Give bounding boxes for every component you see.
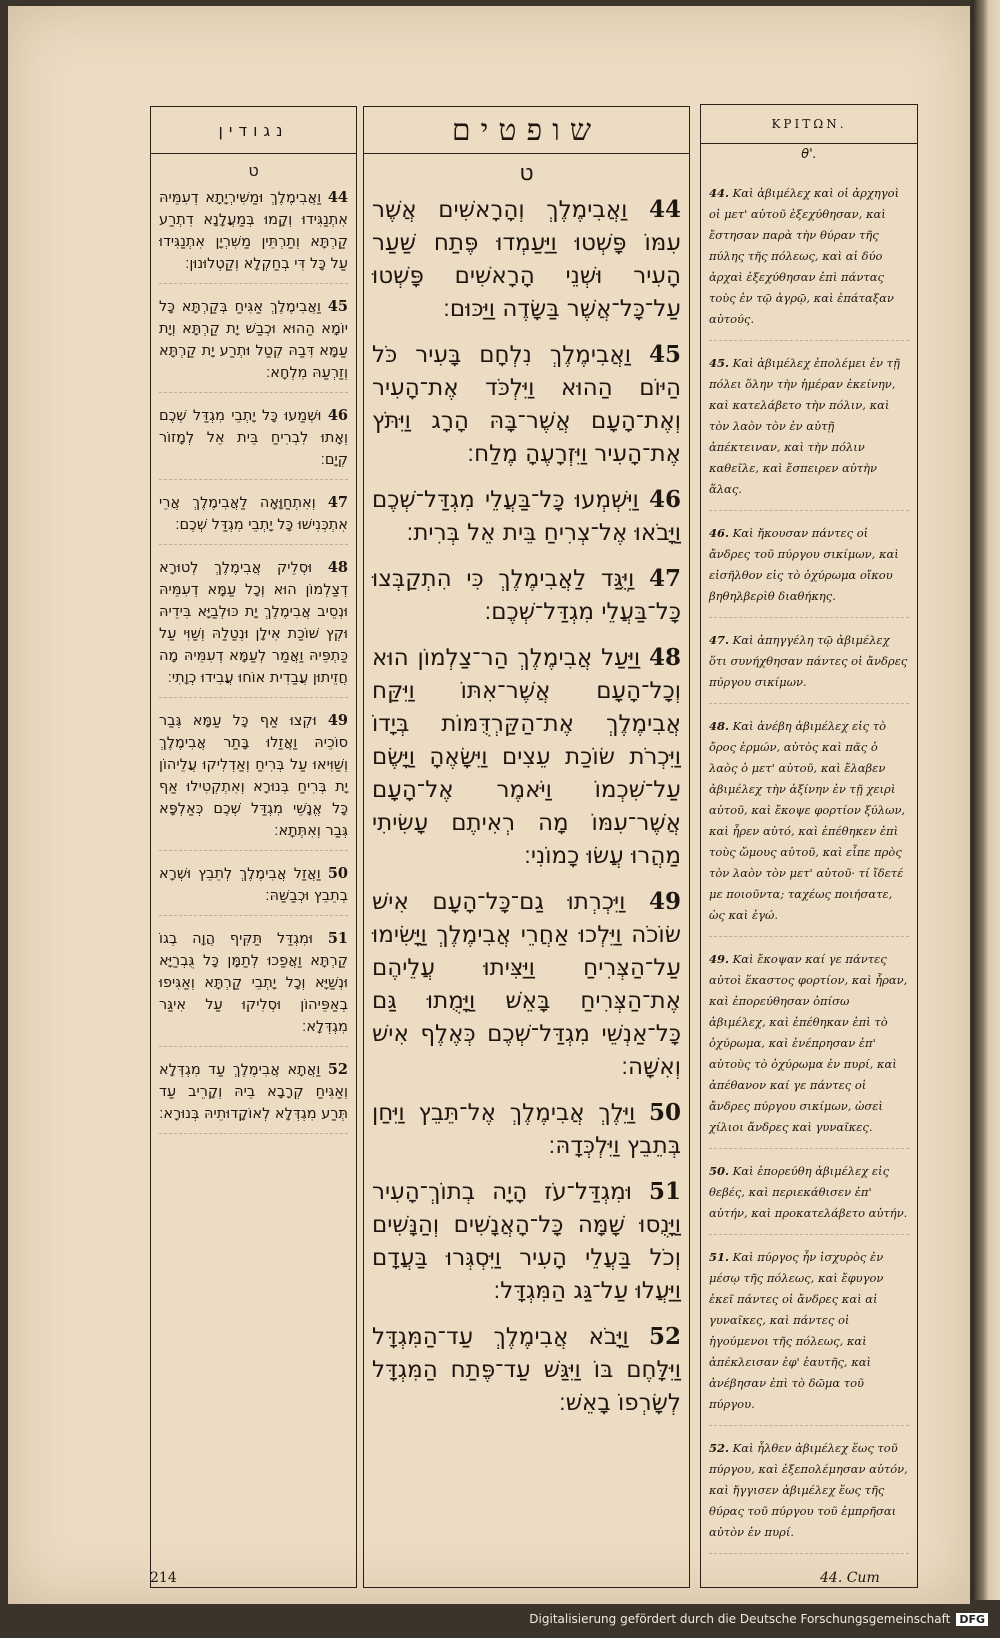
verse-text: וּסְלֵיק אֲבִימֶלֶךְ לְטוּרָא דְצַלְמוֹן הוּא וְכָל עַמָּא דְעִמֵּיהּ וּנְסֵיב אֲבִימֶלֶךְ יָת כּוּלְבַיָּא בִּידֵיהּ וּקְץ שׁוֹכַת אִילָן וּנְטַלַהּ וְשַׁוִּי עַל כַּתְפֵּיהּ וַאֲמַר לְעַמָּא דְעִמֵּיהּ מָה חֲזֵיתוּן עֲבַדִית אוֹחוּ עֲבִידוּ כְוָתִי׃ xyxy=(159,560,348,686)
verse xyxy=(709,949,909,1149)
verse xyxy=(372,483,681,550)
greek-header-title: ΚΡΙΤΩΝ. xyxy=(771,117,847,131)
verse-text: Καὶ ἤκουσαν πάντες οἱ ἄνδρες τοῦ πύργου σικίμων, καὶ εἰσῆλθον εἰς τὸ ὀχύρωμα οἴκου βηθηλβερὶθ διαθήκης. xyxy=(709,526,899,603)
verse-number: 46. xyxy=(709,526,730,540)
verse-number: 51 xyxy=(327,930,348,947)
verse xyxy=(372,885,681,1084)
verse xyxy=(159,492,348,545)
verse-text: וַיַּעַל אֲבִימֶלֶךְ הַר־צַלְמוֹן הוּא וְכָל־הָעָם אֲשֶׁר־אִתּוֹ וַיִּקַּח אֲבִימֶלֶךְ אֶת־הַקַּרְדֻּמּוֹת בְּיָדוֹ וַיִּכְרֹת שׂוֹכַת עֵצִים וַיִּשָּׂאֶהָ וַיָּשֶׂם עַל־שִׁכְמוֹ וַיֹּאמֶר אֶל־הָעָם אֲשֶׁר־עִמּוֹ מָה רְאִיתֶם עָשִׂיתִי מַהֲרוּ עֲשׂוּ כָמוֹנִי׃ xyxy=(372,645,681,869)
verse xyxy=(709,523,909,618)
verse-text: וַאֲבִימֶלֶךְ אַגִּיחַ בְּקַרְתָּא כָּל יוֹמָא הַהוּא וּכְבַשׁ יָת קַרְתָּא וְיָת עַמָּא דִּבַהּ קְטַל וּתְרַע יָת קַרְתָּא וְזַרְעַהּ מִלְחָא׃ xyxy=(159,299,348,381)
verse-text: Καὶ ἦλθεν ἀβιμέλεχ ἕως τοῦ πύργου, καὶ ἐξεπολέμησαν αὐτόν, καὶ ἤγγισεν ἀβιμέλεχ ἕως τῆς θύρας τοῦ πύργου τοῦ ἐμπρῆσαι αὐτὸν ἐν πυρί. xyxy=(709,1441,908,1539)
verse-number: 50 xyxy=(327,865,348,882)
verse-number: 52 xyxy=(327,1061,348,1078)
verse xyxy=(159,557,348,698)
verse xyxy=(159,863,348,916)
verse xyxy=(372,641,681,873)
greek-verse-list xyxy=(709,183,909,1566)
verse-text: וַאֲתָא אֲבִימֶלֶךְ עַד מִגְדְּלָא וְאַגִּיחַ קְרָבָא בֵיהּ וְקָרֵיב עַד תְּרַע מִגְדְּלָא לְאוֹקָדוּתֵיהּ בְּנוּרָא׃ xyxy=(159,1062,348,1122)
verse-number: 49 xyxy=(649,888,682,915)
verse xyxy=(709,353,909,511)
verse-number: 45 xyxy=(327,298,348,315)
dfg-logo: DFG xyxy=(956,1613,988,1626)
verse-text: וַיֻּגַּד לַאֲבִימֶלֶךְ כִּי הִתְקַבְּצוּ כָּל־בַּעֲלֵי מִגְדַּל־שְׁכֶם׃ xyxy=(372,566,681,625)
verse xyxy=(372,1175,681,1308)
verse-text: וַאֲבִימֶלֶךְ וְהָרָאשִׁים אֲשֶׁר עִמּוֹ פָּשְׁטוּ וַיַּעַמְדוּ פֶּתַח שַׁעַר הָעִיר וּשְׁנֵי הָרָאשִׁים פָּשְׁטוּ עַל־כָּל־אֲשֶׁר בַּשָּׂדֶה וַיַּכּוּם׃ xyxy=(372,197,681,322)
verse xyxy=(159,405,348,480)
verse-number: 47 xyxy=(327,494,349,511)
digitization-banner xyxy=(0,1612,1000,1634)
verse-number: 46 xyxy=(327,407,348,424)
verse-number: 48 xyxy=(327,559,348,576)
verse-number: 50 xyxy=(649,1099,682,1126)
greek-header xyxy=(701,105,917,144)
verse xyxy=(372,338,681,471)
verse-number: 49. xyxy=(709,952,730,966)
verse-text: וַאֲבִימֶלֶךְ וּמַשִּׁירְיָתָא דְעִמֵּיהּ אִתְנַגִּידוּ וְקָמוּ בְּמַעֲלָנָא דִתְרַע קַרְתָּא וְתַרְתֵּין מַשִּׁרְיָן אִתְנַגִּידוּ עַל כָּל דִּי בְחַקְלָא וְקַטְלוּנוּן׃ xyxy=(159,190,348,272)
verse xyxy=(709,1161,909,1235)
verse-number: 48. xyxy=(709,719,730,733)
verse-text: וַיִּכְרְתוּ גַם־כָּל־הָעָם אִישׁ שׂוֹכֹה וַיֵּלְכוּ אַחֲרֵי אֲבִימֶלֶךְ וַיָּשִׂימוּ עַל־הַצְּרִיחַ וַיַּצִּיתוּ עֲלֵיהֶם אֶת־הַצְּרִיחַ בָּאֵשׁ וַיָּמֻתוּ גַּם כָּל־אַנְשֵׁי מִגְדַּל־שְׁכֶם כְּאֶלֶף אִישׁ וְאִשָּׁה׃ xyxy=(372,889,681,1080)
greek-chapter-number: θ'. xyxy=(801,147,817,162)
verse-text: Καὶ ἔκοψαν καί γε πάντες αὐτοὶ ἕκαστος φορτίον, καὶ ἦραν, καὶ ἐπορεύθησαν ὀπίσω ἀβιμέλεχ, καὶ ἐπέθηκαν ἐπὶ τὸ ὀχύρωμα, καὶ ἐνέπρησαν ἐπ' αὐτοὺς τὸ ὀχύρωμα ἐν πυρί, καὶ ἀπέθανον καί γε πάντες οἱ ἄνδρες πύργου σικίμων, ὡσεὶ χίλιοι ἄνδρες καὶ γυναῖκες. xyxy=(709,952,908,1134)
verse-number: 47. xyxy=(709,633,730,647)
verse-text: וַאֲבִימֶלֶךְ נִלְחָם בָּעִיר כֹּל הַיּוֹם הַהוּא וַיִּלְכֹּד אֶת־הָעִיר וְאֶת־הָעָם אֲשֶׁר־בָּהּ הָרָג וַיִּתֹּץ אֶת־הָעִיר וַיִּזְרָעֶהָ מֶלַח׃ xyxy=(372,342,681,467)
verse-number: 47 xyxy=(648,565,681,592)
verse-text: Καὶ ἀβιμέλεχ ἐπολέμει ἐν τῇ πόλει ὅλην τὴν ἡμέραν ἐκείνην, καὶ κατελάβετο τὴν πόλιν, καὶ τὸν λαὸν τὸν ἐν αὐτῇ ἀπέκτειναν, καὶ τὴν πόλιν καθεῖλε, καὶ ἔσπειρεν αὐτὴν ἅλας. xyxy=(709,356,900,496)
verse-text: Καὶ πύργος ἦν ἰσχυρὸς ἐν μέσῳ τῆς πόλεως, καὶ ἔφυγον ἐκεῖ πάντες οἱ ἄνδρες καὶ αἱ γυναῖκες, καὶ πάντες οἱ ἡγούμενοι τῆς πόλεως, καὶ ἀπέκλεισαν ἐφ' ἑαυτῆς, καὶ ἀνέβησαν ἐπὶ τὸ δῶμα τοῦ πύργου. xyxy=(709,1250,884,1411)
verse-text: וְאִתְחַוָּאָה לַאֲבִימֶלֶךְ אֲרֵי אִתְכְּנִישׁוּ כָּל יָתְבֵי מִגְדַּל שְׁכֶם׃ xyxy=(159,495,348,533)
verse-text: Καὶ ἀπηγγέλη τῷ ἀβιμέλεχ ὅτι συνήχθησαν πάντες οἱ ἄνδρες πύργου σικίμων. xyxy=(709,633,908,689)
verse-text: וַיִּשְׁמְעוּ כָּל־בַּעֲלֵי מִגְדַּל־שְׁכֶם וַיָּבֹאוּ אֶל־צְרִיחַ בֵּית אֵל בְּרִית׃ xyxy=(372,487,681,546)
verse xyxy=(372,1096,681,1163)
verse xyxy=(709,1247,909,1426)
hebrew-chapter-number: ט xyxy=(519,161,534,186)
verse-number: 45 xyxy=(648,341,681,368)
verse-text: וּשְׁמַעוּ כָּל יָתְבֵי מִגְדַּל שְׁכֶם וְאָתוּ לִבְרִיחַ בֵּית אֵל לְמָזוֹר קְיָם׃ xyxy=(159,408,348,468)
facing-page-edge xyxy=(972,0,1000,1600)
verse-text: וַיָּבֹא אֲבִימֶלֶךְ עַד־הַמִּגְדָּל וַיִּלָּחֶם בּוֹ וַיִּגַּשׁ עַד־פֶּתַח הַמִּגְדָּל לְשָׂרְפוֹ בָאֵשׁ׃ xyxy=(372,1324,681,1416)
verse-number: 46 xyxy=(649,486,682,513)
verse xyxy=(709,630,909,704)
verse xyxy=(372,193,681,326)
verse xyxy=(159,710,348,851)
verse-text: וַיֵּלֶךְ אֲבִימֶלֶךְ אֶל־תֵּבֵץ וַיִּחַן בְּתֵבֵץ וַיִּלְכְּדָהּ׃ xyxy=(372,1100,681,1159)
targum-header xyxy=(151,107,356,154)
verse xyxy=(709,1438,909,1554)
verse xyxy=(709,183,909,341)
verse-number: 49 xyxy=(327,712,349,729)
verse-number: 44 xyxy=(648,196,681,223)
verse xyxy=(372,1320,681,1420)
verse-text: Καὶ ἀνέβη ἀβιμέλεχ εἰς τὸ ὄρος ἑρμών, αὐτὸς καὶ πᾶς ὁ λαὸς ὁ μετ' αὐτοῦ, καὶ ἔλαβεν ἀβιμέλεχ τὴν ἀξίνην ἐν τῇ χειρὶ αὐτοῦ, καὶ ἔκοψε φορτίον ξύλων, καὶ ἦρεν αὐτό, καὶ ἐπέθηκεν ἐπὶ τοὺς ὤμους αὐτοῦ, καὶ εἶπε πρὸς τὸν λαὸν τὸν μετ' αὐτοῦ· τί ἴδετέ με ποιοῦντα; ταχέως ποιήσατε, ὡς καὶ ἐγώ. xyxy=(709,719,906,922)
verse-number: 52. xyxy=(709,1441,730,1455)
page-number: 214 xyxy=(150,1570,177,1586)
verse-text: וּמִגְדַּל תַּקִּיף הֲוָה בְגוֹ קַרְתָּא וַאֲפַכוּ לְתַמָּן כָּל גֻּבְרַיָּא וּנְשַׁיָּא וְכָל יָתְבֵי קַרְתָּא וְאַגִּיפוּ בְאַפֵּיהוֹן וּסְלִיקוּ עַל אִיגַּר מִגְדְּלָא׃ xyxy=(159,931,348,1035)
verse xyxy=(159,296,348,393)
verse-number: 45. xyxy=(709,356,730,370)
verse-number: 50. xyxy=(709,1164,730,1178)
catchword: 44. Cum xyxy=(820,1570,880,1586)
verse-number: 48 xyxy=(649,644,682,671)
verse-number: 44 xyxy=(327,189,349,206)
verse-number: 52 xyxy=(648,1323,681,1350)
verse xyxy=(372,562,681,629)
banner-text: Digitalisierung gefördert durch die Deutsche Forschungsgemeinschaft xyxy=(529,1612,951,1626)
verse-text: Καὶ ἀβιμέλεχ καὶ οἱ ἀρχηγοὶ οἱ μετ' αὐτοῦ ἐξεχύθησαν, καὶ ἔστησαν παρὰ τὴν θύραν τῆς πύλης τῆς πόλεως, καὶ αἱ δύο ἀρχαὶ ἐξεχύθησαν ἐπὶ πάντας τοὺς ἐν τῷ ἀγρῷ, καὶ ἐπάταξαν αὐτούς. xyxy=(709,186,900,326)
targum-column xyxy=(150,106,357,1588)
verse-text: וַאֲזַל אֲבִימֶלֶךְ לְתֵבֵץ וּשְׁרָא בְתֵבֵץ וּכְבַשַׁהּ׃ xyxy=(159,866,348,904)
verse-number: 51 xyxy=(648,1178,681,1205)
verse-text: וּמִגְדַּל־עֹז הָיָה בְתוֹךְ־הָעִיר וַיָּנֻסוּ שָׁמָּה כָּל־הָאֲנָשִׁים וְהַנָּשִׁים וְכֹל בַּעֲלֵי הָעִיר וַיִּסְגְּרוּ בַּעֲדָם וַיַּעֲלוּ עַל־גַּג הַמִּגְדָּל׃ xyxy=(372,1179,681,1304)
targum-verse-list xyxy=(159,187,348,1146)
verse-number: 51. xyxy=(709,1250,730,1264)
targum-header-title: נגודין xyxy=(218,120,289,140)
verse xyxy=(159,187,348,284)
verse-text: Καὶ ἐπορεύθη ἀβιμέλεχ εἰς θεβές, καὶ περιεκάθισεν ἐπ' αὐτήν, καὶ προκατελάβετο αὐτήν. xyxy=(709,1164,908,1220)
hebrew-header-title: שופטים xyxy=(451,112,602,148)
verse xyxy=(709,716,909,937)
verse-text: וּקְצוּ אַף כָּל עַמָּא גְּבַר סוֹכֵיהּ וַאֲזַלוּ בָּתַר אֲבִימֶלֶךְ וְשַׁוִּיאוּ עַל בְּרִיחַ וְאַדְלִיקוּ עֲלֵיהוֹן יָת בְּרִיחַ בְּנוּרָא וְאִתְקְטִילוּ אַף כָּל אֱנָשֵׁי מִגְדַּל שְׁכֶם כְּאַלְפָּא גְּבַר וְאִתְּתָא׃ xyxy=(159,713,348,839)
hebrew-verse-list xyxy=(372,193,681,1432)
hebrew-column xyxy=(363,106,690,1588)
greek-column xyxy=(700,104,918,1588)
verse-number: 44. xyxy=(709,186,730,200)
verse xyxy=(159,1059,348,1134)
targum-chapter-number: ט xyxy=(248,161,259,180)
verse xyxy=(159,928,348,1047)
hebrew-header xyxy=(364,107,689,154)
